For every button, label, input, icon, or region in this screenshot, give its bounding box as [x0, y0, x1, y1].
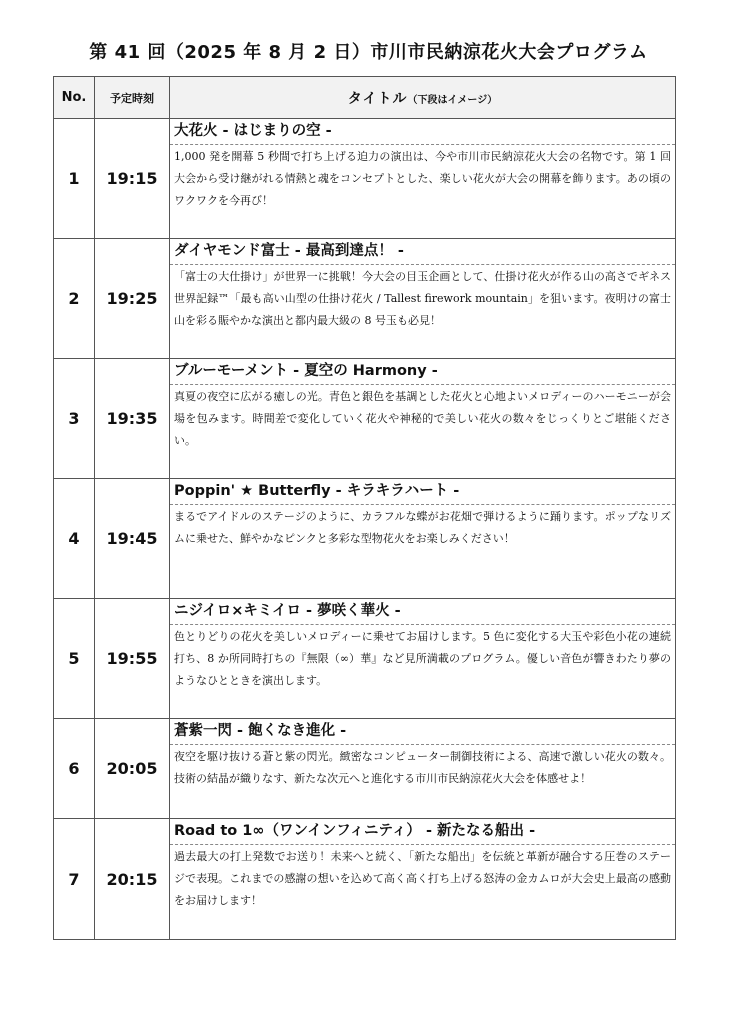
program-description: 色とりどりの花火を美しいメロディーに乗せてお届けします。5 色に変化する大玉や彩色小花の連続打ち、8 か所同時打ちの『無限（∞）華』など見所満載のプログラム。優しい音色が響きわたり夢のようなひとときを演出します。: [174, 630, 671, 687]
program-description: 「富士の大仕掛け」が世界一に挑戦！今大会の目玉企画として、仕掛け花火が作る山の高さでギネス世界記録™「最も高い山型の仕掛け花火 / Tallest firework mountain」を狙います。夜明けの富士山を彩る賑やかな演出と都内最大級の 8 号玉も必見！: [174, 270, 671, 327]
program-table: [53, 76, 676, 940]
table-row: [54, 719, 676, 819]
program-description: 1,000 発を開幕 5 秒間で打ち上げる迫力の演出は、今や市川市民納涼花火大会の名物です。第 1 回大会から受け継がれる情熱と魂をコンセプトとした、楽しい花火が大会の開幕を飾ります。あの頃のワクワクを今再び！: [174, 150, 671, 207]
program-title: ニジイロ×キミイロ - 夢咲く華火 -: [170, 599, 675, 625]
program-content: [170, 359, 676, 479]
program-time: 19:55: [95, 599, 170, 719]
program-title: 大花火 - はじまりの空 -: [170, 119, 675, 145]
program-time: 19:45: [95, 479, 170, 599]
program-title: Road to 1∞（ワンインフィニティ） - 新たなる船出 -: [170, 819, 675, 845]
table-row: [54, 599, 676, 719]
program-title: 蒼紫一閃 - 飽くなき進化 -: [170, 719, 675, 745]
program-content: [170, 719, 676, 819]
program-number: 3: [54, 359, 95, 479]
table-row: [54, 359, 676, 479]
program-time: 19:35: [95, 359, 170, 479]
program-number: 7: [54, 819, 95, 940]
header-title-note: （下段はイメージ）: [407, 94, 498, 106]
program-description: 真夏の夜空に広がる癒しの光。青色と銀色を基調とした花火と心地よいメロディーのハーモニーが会場を包みます。時間差で変化していく花火や神秘的で美しい花火の数々をじっくりとご堪能ください。: [174, 390, 671, 447]
program-number: 6: [54, 719, 95, 819]
program-content: [170, 479, 676, 599]
program-content: [170, 819, 676, 940]
program-description: まるでアイドルのステージのように、カラフルな蝶がお花畑で弾けるように踊ります。ポップなリズムに乗せた、鮮やかなピンクと多彩な型物花火をお楽しみください！: [174, 510, 671, 545]
header-no: No.: [54, 77, 95, 119]
header-title-text: タイトル: [347, 90, 408, 107]
program-time: 20:05: [95, 719, 170, 819]
program-time: 19:25: [95, 239, 170, 359]
program-number: 5: [54, 599, 95, 719]
program-description: 過去最大の打上発数でお送り！未来へと続く、「新たな船出」を伝統と革新が融合する圧巻のステージで表現。これまでの感謝の想いを込めて高く高く打ち上げる怒涛の金カムロが大会史上最高の感動をお届けします！: [174, 850, 671, 907]
program-content: [170, 119, 676, 239]
table-row: [54, 479, 676, 599]
table-row: [54, 819, 676, 940]
header-time: 予定時刻: [95, 77, 170, 119]
program-content: [170, 239, 676, 359]
program-time: 19:15: [95, 119, 170, 239]
program-title: Poppin' ★ Butterfly - キラキラハート -: [170, 479, 675, 505]
document-title: 第 41 回（2025 年 8 月 2 日）市川市民納涼花火大会プログラム: [89, 42, 648, 63]
program-title: ブルーモーメント - 夏空の Harmony -: [170, 359, 675, 385]
program-number: 1: [54, 119, 95, 239]
table-row: [54, 119, 676, 239]
table-header-row: [54, 77, 676, 119]
program-content: [170, 599, 676, 719]
program-number: 4: [54, 479, 95, 599]
program-description: 夜空を駆け抜ける蒼と紫の閃光。緻密なコンピューター制御技術による、高速で激しい花火の数々。技術の結晶が織りなす、新たな次元へと進化する市川市民納涼花火大会を体感せよ！: [174, 750, 671, 785]
table-row: [54, 239, 676, 359]
program-title: ダイヤモンド富士 - 最高到達点！ -: [170, 239, 675, 265]
program-number: 2: [54, 239, 95, 359]
program-time: 20:15: [95, 819, 170, 940]
header-title: [170, 77, 676, 119]
